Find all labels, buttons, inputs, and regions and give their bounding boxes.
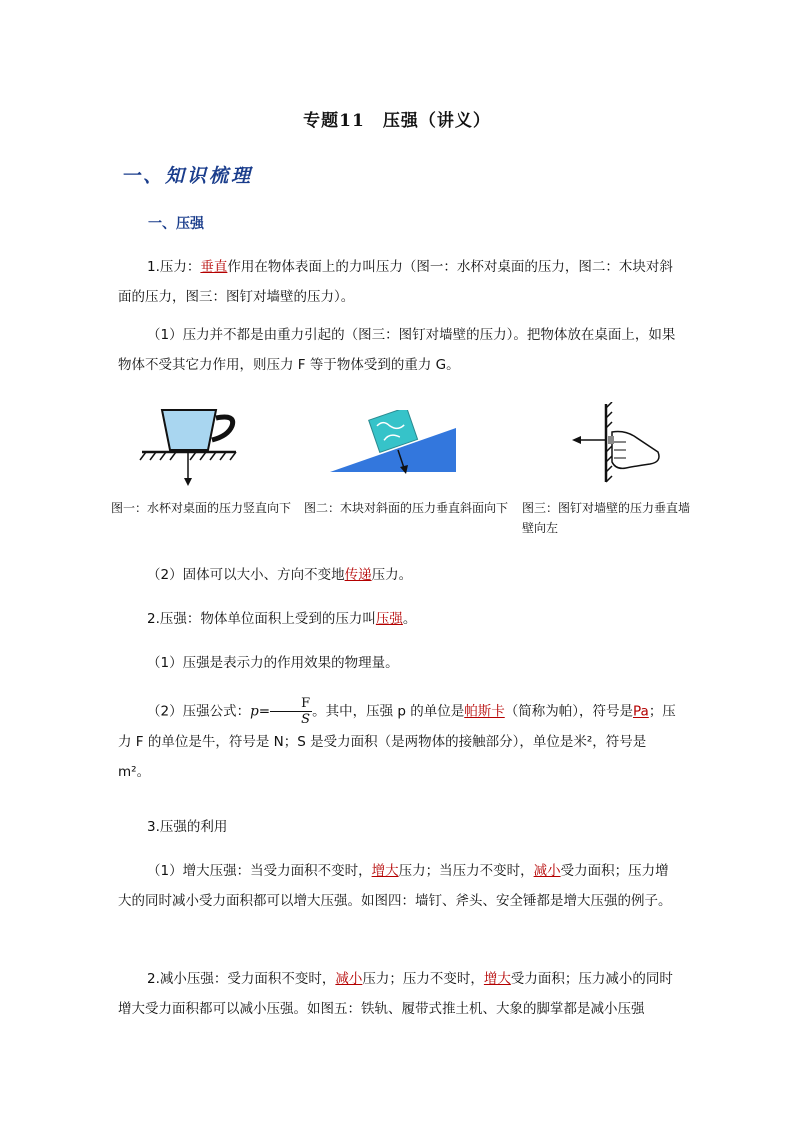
subsection-heading: 一、压强 — [148, 216, 204, 232]
paragraph-increase-pressure: （1）增大压强：当受力面积不变时，增大压力；当压力不变时，减小受力面积；压力增大的同时减小受力面积都可以增大压强。如图四：墙钉、斧头、安全锤都是增大压强的例子。 — [118, 863, 672, 909]
keyword-increase-2: 增大 — [483, 971, 511, 987]
paragraph-transmit: （2）固体可以大小、方向不变地传递压力。 — [147, 567, 413, 583]
paragraph-pressure-force: 1.压力：垂直作用在物体表面上的力叫压力（图一：水杯对桌面的压力，图二：木块对斜面的压力，图三：图钉对墙壁的压力）。 — [118, 259, 673, 305]
cup-handle — [212, 417, 233, 440]
figure-pin-on-wall — [566, 402, 666, 484]
formula-fraction: $\frac{F}{S}$ — [270, 696, 312, 727]
keyword-pa: Pa — [633, 703, 649, 720]
keyword-pascal: 帕斯卡 — [464, 703, 505, 720]
cup-shape — [162, 410, 216, 450]
caption-figure-1: 图一：水杯对桌面的压力竖直向下 — [111, 501, 292, 515]
caption-figure-3: 图三：图钉对墙壁的压力垂直墙壁向左 — [522, 501, 691, 535]
paragraph-pressure-formula: （2）压强公式：p= $\frac{F}{S}$ 。其中，压强 p 的单位是帕斯卡（简称为帕），符号是Pa；压力 F 的单位是牛，符号是 N；S 是受力面积（是两物体的接触部分），单位是米²，符号是 m²。 — [118, 696, 676, 780]
figure-cup-on-table — [136, 400, 246, 490]
keyword-decrease-2: 减小 — [335, 971, 363, 987]
formula-p: p — [250, 703, 259, 720]
figure-block-on-slope — [326, 410, 461, 480]
paragraph-pressure-use: 3.压强的利用 — [147, 819, 228, 835]
pin-head — [608, 436, 614, 444]
keyword-pressure: 压强 — [375, 611, 403, 627]
section-heading: 一、知识梳理 — [121, 165, 254, 187]
paragraph-pressure-def: 2.压强：物体单位面积上受到的压力叫压强。 — [147, 611, 417, 627]
paragraph-gravity-note: （1）压力并不都是由重力引起的（图三：图钉对墙壁的压力）。把物体放在桌面上，如果物体不受其它力作用，则压力 F 等于物体受到的重力 G。 — [118, 327, 676, 373]
keyword-transmit: 传递 — [344, 567, 372, 583]
keyword-decrease: 减小 — [533, 863, 561, 879]
caption-figure-2: 图二：木块对斜面的压力垂直斜面向下 — [304, 501, 509, 515]
page-title: 专题11 压强（讲义） — [303, 111, 491, 131]
paragraph-decrease-pressure: 2.减小压强：受力面积不变时，减小压力；压力不变时，增大受力面积；压力减小的同时增大受力面积都可以减小压强。如图五：铁轨、履带式推土机、大象的脚掌都是减小压强 — [118, 971, 673, 1017]
keyword-vertical: 垂直 — [200, 259, 228, 275]
keyword-increase: 增大 — [371, 863, 399, 879]
paragraph-pressure-meaning: （1）压强是表示力的作用效果的物理量。 — [147, 655, 399, 671]
